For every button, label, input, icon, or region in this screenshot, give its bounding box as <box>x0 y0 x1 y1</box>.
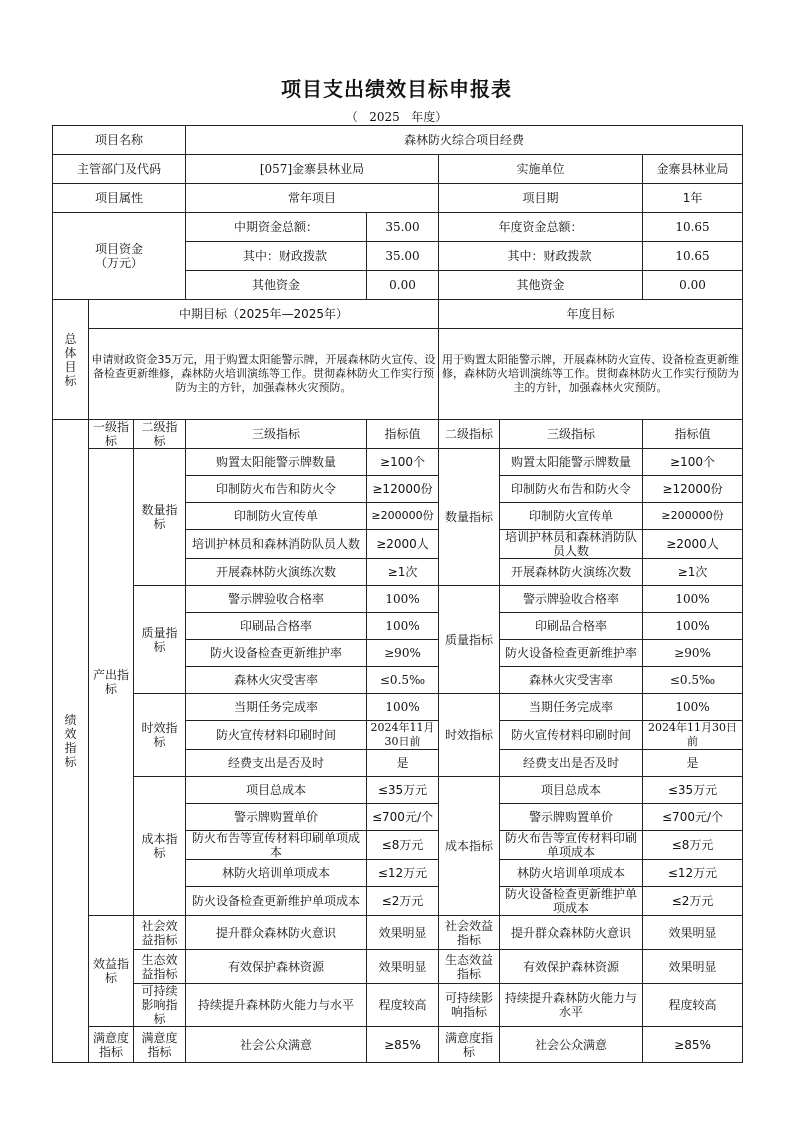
annual-total-label: 年度资金总额： <box>439 213 643 242</box>
indicator-value: ≤2万元 <box>367 887 439 916</box>
indicator-value: 2024年11月30日前 <box>367 721 439 750</box>
annual-indicator-name: 培训护林员和森林消防队员人数 <box>500 530 643 559</box>
level1-header: 一级指标 <box>89 420 134 449</box>
indicator-name: 警示牌验收合格率 <box>186 586 367 613</box>
annual-value-header: 指标值 <box>643 420 743 449</box>
annual-other-label: 其他资金 <box>439 271 643 300</box>
quality-group: 质量指标 <box>134 586 186 694</box>
annual-indicator-name: 开展森林防火演练次数 <box>500 559 643 586</box>
dept-label: 主管部门及代码 <box>53 155 186 184</box>
indicator-value: ≤8万元 <box>367 831 439 860</box>
indicator-value: 100% <box>367 613 439 640</box>
annual-indicator-value: ≥12000份 <box>643 476 743 503</box>
annual-indicator-name: 印制防火布告和防火令 <box>500 476 643 503</box>
indicator-name: 防火设备检查更新维护率 <box>186 640 367 667</box>
annual-indicator-value: 100% <box>643 613 743 640</box>
indicator-value: ≥90% <box>367 640 439 667</box>
indicator-name: 购置太阳能警示牌数量 <box>186 449 367 476</box>
value-header: 指标值 <box>367 420 439 449</box>
indicator-value: 效果明显 <box>367 916 439 950</box>
annual-indicator-value: ≥2000人 <box>643 530 743 559</box>
indicator-value: ≥2000人 <box>367 530 439 559</box>
indicator-value: 是 <box>367 750 439 777</box>
annual-indicator-value: ≥85% <box>643 1027 743 1063</box>
indicator-name: 有效保护森林资源 <box>186 950 367 984</box>
mid-fiscal-value: 35.00 <box>367 242 439 271</box>
mid-other-value: 0.00 <box>367 271 439 300</box>
impl-unit-label: 实施单位 <box>439 155 643 184</box>
benefit-indicator-label: 效益指标 <box>89 916 134 1027</box>
sustainable-impact-group: 可持续影响指标 <box>134 984 186 1027</box>
project-funds-unit: （万元） <box>94 256 143 270</box>
annual-level3-header: 三级指标 <box>500 420 643 449</box>
annual-indicator-name: 持续提升森林防火能力与水平 <box>500 984 643 1027</box>
project-funds-label <box>53 213 186 300</box>
indicator-name: 当期任务完成率 <box>186 694 367 721</box>
annual-indicator-value: ≥90% <box>643 640 743 667</box>
indicator-name: 印制防火布告和防火令 <box>186 476 367 503</box>
annual-indicator-value: ≥200000份 <box>643 503 743 530</box>
mid-total-value: 35.00 <box>367 213 439 242</box>
annual-indicator-value: ≥100个 <box>643 449 743 476</box>
level3-header: 三级指标 <box>186 420 367 449</box>
satisfaction-indicator-label: 满意度指标 <box>89 1027 134 1063</box>
annual-indicator-name: 印刷品合格率 <box>500 613 643 640</box>
annual-sustainable-impact-group: 可持续影响指标 <box>439 984 500 1027</box>
social-benefit-group: 社会效益指标 <box>134 916 186 950</box>
annual-indicator-value: 2024年11月30日前 <box>643 721 743 750</box>
indicator-value: ≥1次 <box>367 559 439 586</box>
indicator-value: 100% <box>367 586 439 613</box>
performance-target-table <box>52 125 743 1063</box>
indicator-value: 程度较高 <box>367 984 439 1027</box>
annual-indicator-name: 经费支出是否及时 <box>500 750 643 777</box>
annual-indicator-name: 防火设备检查更新维护率 <box>500 640 643 667</box>
annual-indicator-name: 防火宣传材料印刷时间 <box>500 721 643 750</box>
annual-indicator-name: 有效保护森林资源 <box>500 950 643 984</box>
indicator-name: 防火布告等宣传材料印刷单项成本 <box>186 831 367 860</box>
annual-indicator-value: ≤8万元 <box>643 831 743 860</box>
quantity-group: 数量指标 <box>134 449 186 586</box>
annual-indicator-name: 当期任务完成率 <box>500 694 643 721</box>
project-period-value: 1年 <box>643 184 743 213</box>
indicator-name: 防火宣传材料印刷时间 <box>186 721 367 750</box>
annual-satisfaction-group: 满意度指标 <box>439 1027 500 1063</box>
report-year <box>0 108 793 125</box>
indicator-value: ≤0.5‰ <box>367 667 439 694</box>
annual-total-value: 10.65 <box>643 213 743 242</box>
indicator-name: 印制防火宣传单 <box>186 503 367 530</box>
annual-indicator-name: 森林火灾受害率 <box>500 667 643 694</box>
indicator-name: 经费支出是否及时 <box>186 750 367 777</box>
annual-indicator-name: 警示牌购置单价 <box>500 804 643 831</box>
annual-indicator-value: ≤12万元 <box>643 860 743 887</box>
annual-cost-group: 成本指标 <box>439 777 500 916</box>
subtitle-open: （ <box>345 110 358 124</box>
project-funds-title: 项目资金 <box>94 242 143 256</box>
annual-indicator-value: 程度较高 <box>643 984 743 1027</box>
annual-fiscal-label: 其中：财政拨款 <box>439 242 643 271</box>
indicator-value: 100% <box>367 694 439 721</box>
indicator-name: 警示牌购置单价 <box>186 804 367 831</box>
project-name-value: 森林防火综合项目经费 <box>186 126 743 155</box>
indicator-value: ≥200000份 <box>367 503 439 530</box>
timeliness-group: 时效指标 <box>134 694 186 777</box>
annual-indicator-value: 100% <box>643 586 743 613</box>
indicator-value: ≤700元/个 <box>367 804 439 831</box>
annual-indicator-value: 效果明显 <box>643 916 743 950</box>
annual-ecological-benefit-group: 生态效益指标 <box>439 950 500 984</box>
annual-quality-group: 质量指标 <box>439 586 500 694</box>
annual-indicator-value: ≤0.5‰ <box>643 667 743 694</box>
overall-goal-label: 总体目标 <box>53 300 89 420</box>
annual-indicator-value: ≥1次 <box>643 559 743 586</box>
project-attr-value: 常年项目 <box>186 184 439 213</box>
impl-unit-value: 金寨县林业局 <box>643 155 743 184</box>
annual-indicator-name: 购置太阳能警示牌数量 <box>500 449 643 476</box>
annual-indicator-name: 社会公众满意 <box>500 1027 643 1063</box>
annual-indicator-name: 防火布告等宣传材料印刷单项成本 <box>500 831 643 860</box>
page-title: 项目支出绩效目标申报表 <box>281 77 512 101</box>
subtitle-label: 年度） <box>411 110 448 124</box>
indicator-value: ≤12万元 <box>367 860 439 887</box>
annual-goal-text: 用于购置太阳能警示牌，开展森林防火宣传、设备检查更新维修，森林防火培训演练等工作。贯彻森林防火工作实行预防为主的方针，加强森林火灾预防。 <box>439 329 743 420</box>
annual-quantity-group: 数量指标 <box>439 449 500 586</box>
mid-goal-header: 中期目标（2025年—2025年） <box>89 300 439 329</box>
cost-group: 成本指标 <box>134 777 186 916</box>
mid-goal-text: 申请财政资金35万元，用于购置太阳能警示牌，开展森林防火宣传、设备检查更新维修，森林防火培训演练等工作。贯彻森林防火工作实行预防为主的方针，加强森林火灾预防。 <box>89 329 439 420</box>
annual-indicator-value: ≤700元/个 <box>643 804 743 831</box>
indicator-name: 林防火培训单项成本 <box>186 860 367 887</box>
level2-header: 二级指标 <box>134 420 186 449</box>
indicator-name: 印刷品合格率 <box>186 613 367 640</box>
indicator-value: ≥100个 <box>367 449 439 476</box>
mid-other-label: 其他资金 <box>186 271 367 300</box>
annual-indicator-name: 项目总成本 <box>500 777 643 804</box>
indicator-name: 培训护林员和森林消防队员人数 <box>186 530 367 559</box>
mid-fiscal-label: 其中：财政拨款 <box>186 242 367 271</box>
indicator-name: 开展森林防火演练次数 <box>186 559 367 586</box>
annual-indicator-name: 印制防火宣传单 <box>500 503 643 530</box>
annual-indicator-value: ≤35万元 <box>643 777 743 804</box>
annual-indicator-value: 100% <box>643 694 743 721</box>
indicator-value: ≥12000份 <box>367 476 439 503</box>
indicator-name: 社会公众满意 <box>186 1027 367 1063</box>
annual-indicator-name: 林防火培训单项成本 <box>500 860 643 887</box>
project-period-label: 项目期 <box>439 184 643 213</box>
annual-timeliness-group: 时效指标 <box>439 694 500 777</box>
annual-indicator-name: 提升群众森林防火意识 <box>500 916 643 950</box>
indicator-name: 森林火灾受害率 <box>186 667 367 694</box>
annual-indicator-value: 是 <box>643 750 743 777</box>
project-name-label: 项目名称 <box>53 126 186 155</box>
annual-indicator-name: 防火设备检查更新维护单项成本 <box>500 887 643 916</box>
indicator-value: ≥85% <box>367 1027 439 1063</box>
indicator-value: 效果明显 <box>367 950 439 984</box>
annual-indicator-value: 效果明显 <box>643 950 743 984</box>
indicator-name: 防火设备检查更新维护单项成本 <box>186 887 367 916</box>
subtitle-year: 2025 <box>369 110 400 124</box>
satisfaction-group: 满意度指标 <box>134 1027 186 1063</box>
performance-indicator-label: 绩效指标 <box>53 420 89 1063</box>
annual-goal-header: 年度目标 <box>439 300 743 329</box>
annual-indicator-name: 警示牌验收合格率 <box>500 586 643 613</box>
annual-level2-header: 二级指标 <box>439 420 500 449</box>
annual-indicator-value: ≤2万元 <box>643 887 743 916</box>
output-indicator-label: 产出指标 <box>89 449 134 916</box>
indicator-name: 提升群众森林防火意识 <box>186 916 367 950</box>
indicator-name: 项目总成本 <box>186 777 367 804</box>
annual-social-benefit-group: 社会效益指标 <box>439 916 500 950</box>
annual-fiscal-value: 10.65 <box>643 242 743 271</box>
annual-other-value: 0.00 <box>643 271 743 300</box>
ecological-benefit-group: 生态效益指标 <box>134 950 186 984</box>
mid-total-label: 中期资金总额： <box>186 213 367 242</box>
dept-value: [057]金寨县林业局 <box>186 155 439 184</box>
indicator-name: 持续提升森林防火能力与水平 <box>186 984 367 1027</box>
indicator-value: ≤35万元 <box>367 777 439 804</box>
project-attr-label: 项目属性 <box>53 184 186 213</box>
